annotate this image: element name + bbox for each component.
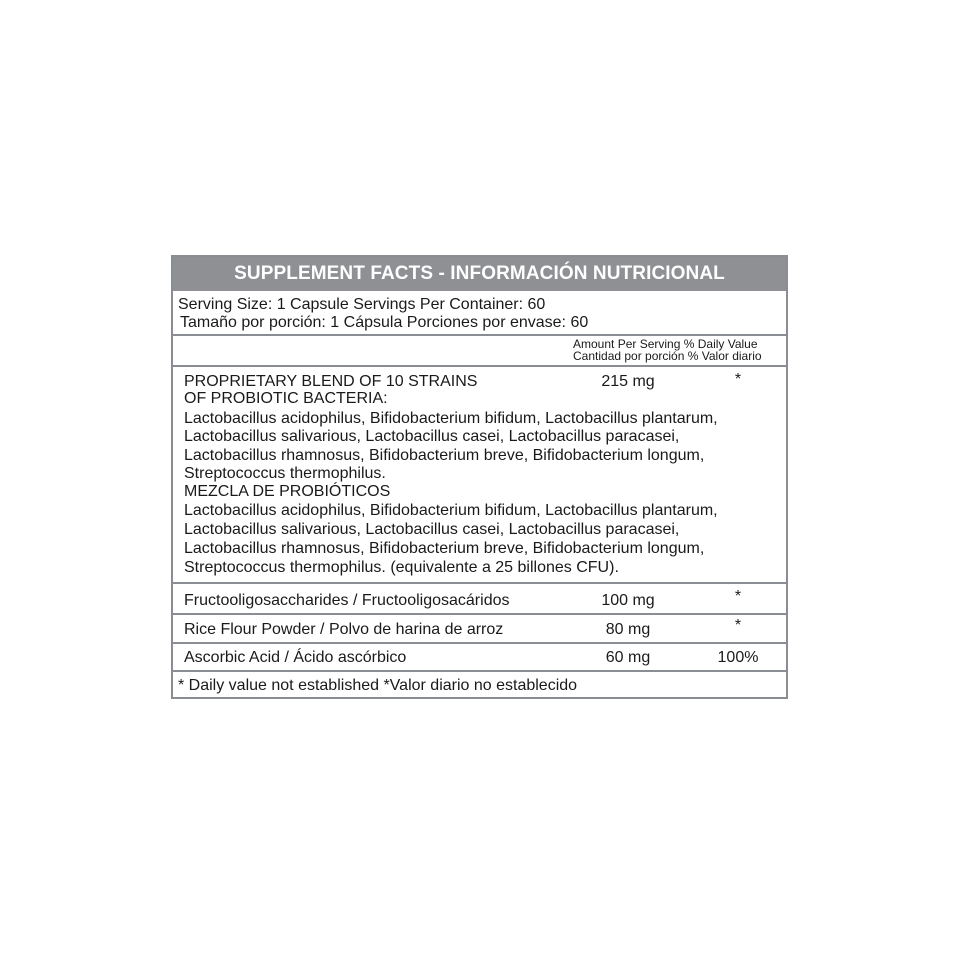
blend-name: PROPRIETARY BLEND OF 10 STRAINS: [184, 373, 478, 390]
blend-name-es: MEZCLA DE PROBIÓTICOS: [184, 483, 391, 500]
blend-strain-line: Lactobacillus rhamnosus, Bifidobacterium breve, Bifidobacterium longum,: [184, 540, 705, 557]
serving-size-es: Tamaño por porción: 1 Cápsula Porciones por envase: 60: [180, 314, 589, 331]
blend-name: OF PROBIOTIC BACTERIA:: [184, 390, 388, 407]
blend-strain-line: Lactobacillus acidophilus, Bifidobacterium bifidum, Lactobacillus plantarum,: [184, 410, 718, 427]
ingredient-name: Fructooligosaccharides / Fructooligosacáridos: [184, 592, 510, 609]
divider: [173, 642, 786, 644]
blend-strain-line: Streptococcus thermophilus.: [184, 465, 386, 482]
ingredient-amount: 60 mg: [605, 649, 651, 666]
ingredient-name: Ascorbic Acid / Ácido ascórbico: [184, 649, 407, 666]
ingredient-amount: 100 mg: [601, 592, 655, 609]
supplement-facts-panel: [171, 255, 788, 699]
blend-strain-line: Streptococcus thermophilus. (equivalente a 25 billones CFU).: [184, 559, 619, 576]
divider: [173, 613, 786, 615]
blend-strain-line: Lactobacillus salivarious, Lactobacillus casei, Lactobacillus paracasei,: [184, 521, 680, 538]
footnote: * Daily value not established *Valor diario no establecido: [178, 677, 578, 694]
divider: [173, 334, 786, 336]
ingredient-daily-value: 100%: [717, 649, 759, 666]
blend-daily-value: *: [734, 371, 742, 388]
column-header-en: Amount Per Serving % Daily Value: [573, 337, 758, 351]
blend-amount: 215 mg: [601, 373, 655, 390]
ingredient-daily-value: *: [734, 617, 742, 634]
blend-strain-line: Lactobacillus salivarious, Lactobacillus casei, Lactobacillus paracasei,: [184, 428, 680, 445]
ingredient-name: Rice Flour Powder / Polvo de harina de arroz: [184, 621, 504, 638]
serving-size-en: Serving Size: 1 Capsule Servings Per Container: 60: [178, 296, 546, 313]
blend-strain-line: Lactobacillus acidophilus, Bifidobacterium bifidum, Lactobacillus plantarum,: [184, 502, 718, 519]
panel-title: SUPPLEMENT FACTS - INFORMACIÓN NUTRICIONAL: [173, 257, 786, 291]
ingredient-amount: 80 mg: [605, 621, 651, 638]
divider: [173, 670, 786, 672]
ingredient-daily-value: *: [734, 588, 742, 605]
blend-strain-line: Lactobacillus rhamnosus, Bifidobacterium breve, Bifidobacterium longum,: [184, 447, 705, 464]
divider: [173, 365, 786, 367]
column-header-es: Cantidad por porción % Valor diario: [573, 349, 762, 363]
divider: [173, 582, 786, 584]
